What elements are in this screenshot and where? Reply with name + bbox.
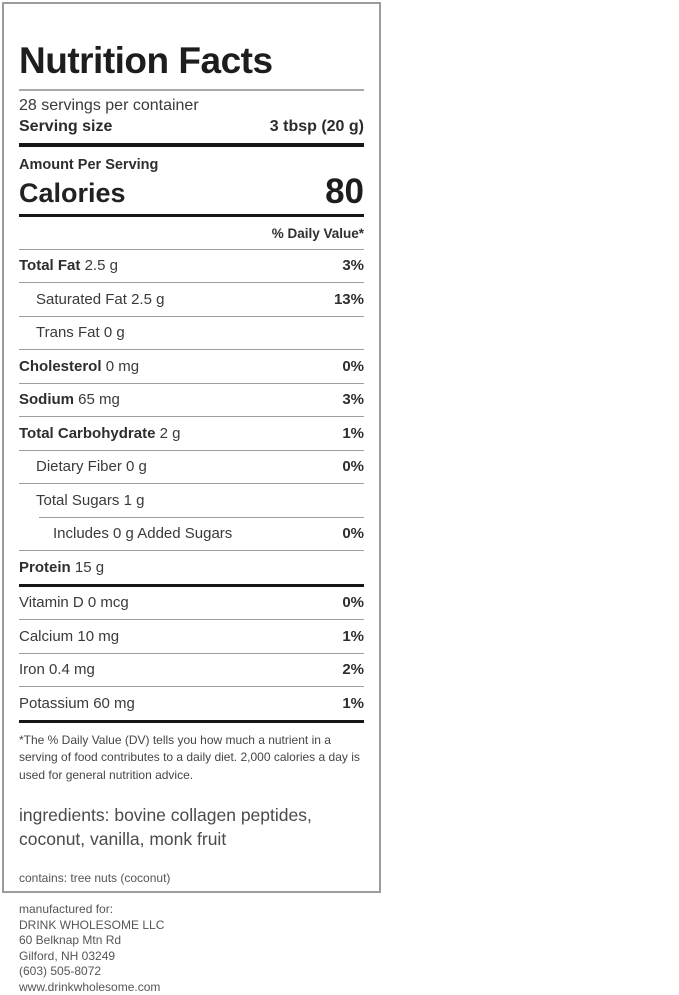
nutrient-row: [19, 283, 364, 316]
nutrient-name: Total Sugars 1 g: [36, 491, 145, 509]
manufacturer-line: www.drinkwholesome.com: [19, 979, 161, 994]
daily-value-percent: 1%: [342, 424, 364, 442]
manufacturer-line: (603) 505-8072: [19, 964, 102, 979]
ingredients-text: ingredients: bovine collagen peptides, coconut, vanilla, monk fruit: [19, 804, 312, 850]
daily-value-header: % Daily Value*: [271, 225, 364, 241]
nutrient-row: [19, 551, 364, 584]
nutrient-name: Vitamin D 0 mcg: [19, 594, 129, 612]
daily-value-percent: 3%: [342, 391, 364, 409]
calories-row: [19, 173, 364, 214]
manufacturer-line: Gilford, NH 03249: [19, 948, 116, 963]
amount-per-serving: Amount Per Serving: [19, 157, 159, 173]
daily-value-percent: 3%: [342, 257, 364, 275]
daily-value-percent: 0%: [342, 594, 364, 612]
daily-value-percent: 0%: [342, 525, 364, 543]
nutrition-label: [2, 2, 381, 994]
nutrient-name: Total Carbohydrate 2 g: [19, 424, 181, 442]
nutrient-name: Total Fat 2.5 g: [19, 257, 118, 275]
nutrient-name: Protein 15 g: [19, 558, 105, 576]
nutrient-name: Includes 0 g Added Sugars: [53, 525, 233, 543]
nutrient-row: [19, 654, 364, 687]
serving-size-value: 3 tbsp (20 g): [269, 118, 364, 135]
contains-text: contains: tree nuts (coconut): [19, 870, 171, 885]
label-title: Nutrition Facts: [19, 40, 273, 81]
daily-value-percent: 1%: [342, 694, 364, 712]
calories-value: 80: [325, 172, 364, 211]
nutrient-name: Calcium 10 mg: [19, 627, 120, 645]
nutrient-row: [19, 317, 364, 350]
nutrient-name: Trans Fat 0 g: [36, 324, 125, 342]
nutrient-row: [19, 587, 364, 620]
nutrient-row: [19, 451, 364, 484]
manufacturer-line: manufactured for:: [19, 901, 114, 916]
calories-label: Calories: [19, 177, 126, 208]
daily-value-percent: 1%: [342, 627, 364, 645]
nutrient-name: Cholesterol 0 mg: [19, 357, 140, 375]
manufacturer-block: [19, 902, 364, 995]
daily-value-percent: 0%: [342, 357, 364, 375]
nutrient-row: [19, 417, 364, 450]
nutrient-row: [19, 687, 364, 720]
nutrient-row: [19, 250, 364, 283]
footnote: *The % Daily Value (DV) tells you how much a nutrient in a serving of food contributes to a daily diet. 2,000 calories a day is used for general nutrition advice.: [19, 732, 360, 782]
serving-size-label: Serving size: [19, 118, 113, 135]
manufacturer-line: DRINK WHOLESOME LLC: [19, 917, 165, 932]
nutrient-row: [19, 384, 364, 417]
nutrient-name: Dietary Fiber 0 g: [36, 458, 147, 476]
nutrient-name: Sodium 65 mg: [19, 391, 120, 409]
daily-value-percent: 0%: [342, 458, 364, 476]
nutrient-name: Saturated Fat 2.5 g: [36, 290, 165, 308]
serving-size-row: [19, 115, 364, 143]
nutrient-row: [19, 484, 364, 517]
nutrient-row: [19, 518, 364, 551]
nutrient-row: [19, 620, 364, 653]
daily-value-percent: 2%: [342, 661, 364, 679]
manufacturer-line: 60 Belknap Mtn Rd: [19, 933, 122, 948]
daily-value-percent: 13%: [333, 290, 364, 308]
servings-per-container: 28 servings per container: [19, 97, 199, 114]
nutrient-row: [19, 350, 364, 383]
nutrient-name: Potassium 60 mg: [19, 694, 135, 712]
thick-bar: [19, 720, 364, 723]
nutrient-name: Iron 0.4 mg: [19, 661, 95, 679]
